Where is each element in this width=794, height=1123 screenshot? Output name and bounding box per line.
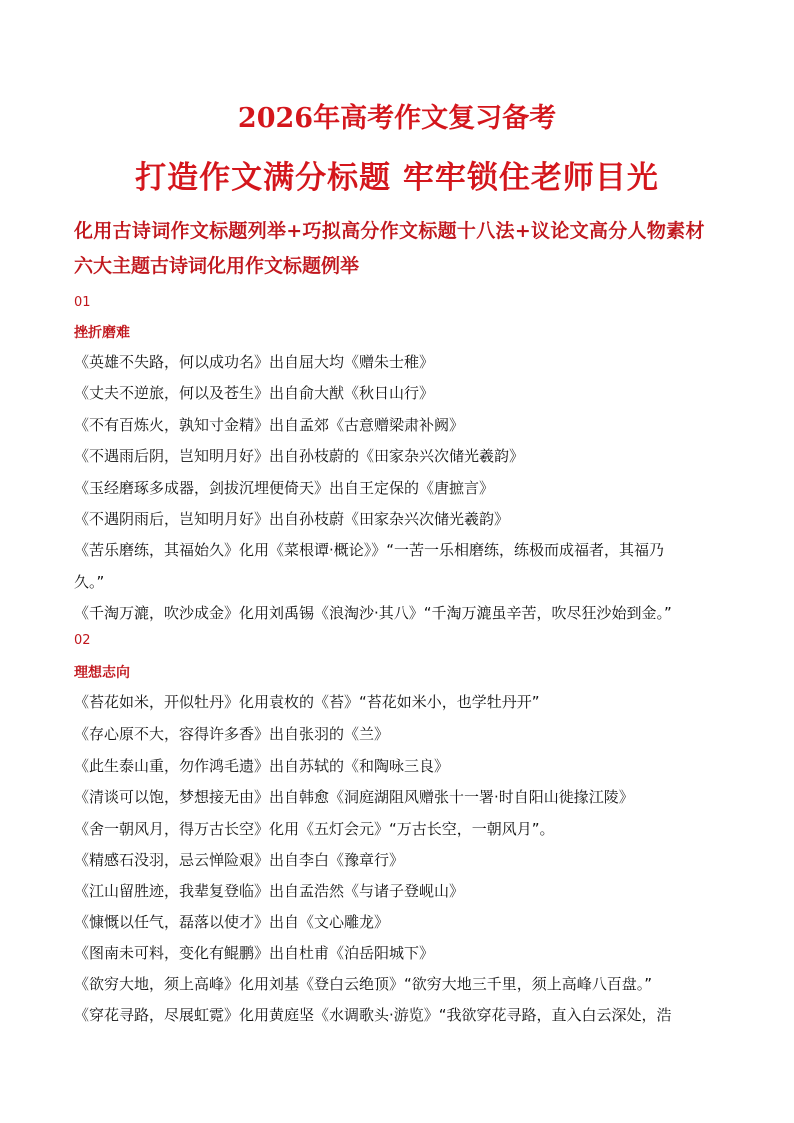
list-item: 《此生泰山重，勿作鸿毛遗》出自苏轼的《和陶咏三良》 xyxy=(74,757,450,775)
section-category: 理想志向 xyxy=(74,665,130,681)
list-item: 《不遇阴雨后，岂知明月好》出自孙枝蔚《田家杂兴次储光羲韵》 xyxy=(74,510,510,528)
list-item: 《清谈可以饱，梦想接无由》出自韩愈《洞庭湖阻风赠张十一署·时自阳山徙掾江陵》 xyxy=(74,788,634,806)
list-item: 《苔花如米，开似牡丹》化用袁枚的《苔》“苔花如米小，也学牡丹开” xyxy=(74,693,540,711)
section-number: 01 xyxy=(74,295,91,310)
list-item: 《丈夫不逆旅，何以及苍生》出自俞大猷《秋日山行》 xyxy=(74,384,435,402)
section-number: 02 xyxy=(74,633,91,648)
list-item: 《存心原不大，容得许多香》出自张羽的《兰》 xyxy=(74,725,390,743)
section-category: 挫折磨难 xyxy=(74,325,130,341)
document-subtitle: 化用古诗词作文标题列举+巧拟高分作文标题十八法+议论文高分人物素材 xyxy=(74,220,705,242)
document-main-title: 打造作文满分标题 牢牢锁住老师目光 xyxy=(135,160,659,196)
list-item: 《千淘万漉，吹沙成金》化用刘禹锡《浪淘沙·其八》“千淘万漉虽辛苦，吹尽狂沙始到金。” xyxy=(74,604,672,622)
section-heading: 六大主题古诗词化用作文标题例举 xyxy=(74,255,360,277)
list-item: 《英雄不失路，何以成功名》出自屈大均《赠朱士稚》 xyxy=(74,353,435,371)
list-item: 《不有百炼火，孰知寸金精》出自孟郊《古意赠梁肃补阙》 xyxy=(74,416,465,434)
document-title: 2026年高考作文复习备考 xyxy=(237,103,557,134)
list-item: 《慷慨以任气，磊落以使才》出自《文心雕龙》 xyxy=(74,913,390,931)
list-item: 久。” xyxy=(74,573,105,591)
list-item: 《舍一朝风月，得万古长空》化用《五灯会元》“万古长空，一朝风月”。 xyxy=(74,820,555,838)
list-item: 《不遇雨后阴，岂知明月好》出自孙枝蔚的《田家杂兴次储光羲韵》 xyxy=(74,447,525,465)
list-item: 《精感石没羽，忌云惮险艰》出自李白《豫章行》 xyxy=(74,851,405,869)
list-item: 《欲穷大地，须上高峰》化用刘基《登白云绝顶》“欲穷大地三千里，须上高峰八百盘。” xyxy=(74,975,653,993)
list-item: 《穿花寻路，尽展虹霓》化用黄庭坚《水调歌头·游览》“我欲穿花寻路，直入白云深处，浩 xyxy=(74,1006,672,1024)
list-item: 《江山留胜迹，我辈复登临》出自孟浩然《与诸子登岘山》 xyxy=(74,882,465,900)
list-item: 《图南未可料，变化有鲲鹏》出自杜甫《泊岳阳城下》 xyxy=(74,944,435,962)
list-item: 《玉经磨琢多成器，剑拔沉埋便倚天》出自王定保的《唐摭言》 xyxy=(74,479,495,497)
list-item: 《苦乐磨练，其福始久》化用《菜根谭·概论》》“一苦一乐相磨练，练极而成福者，其福乃 xyxy=(74,541,665,559)
